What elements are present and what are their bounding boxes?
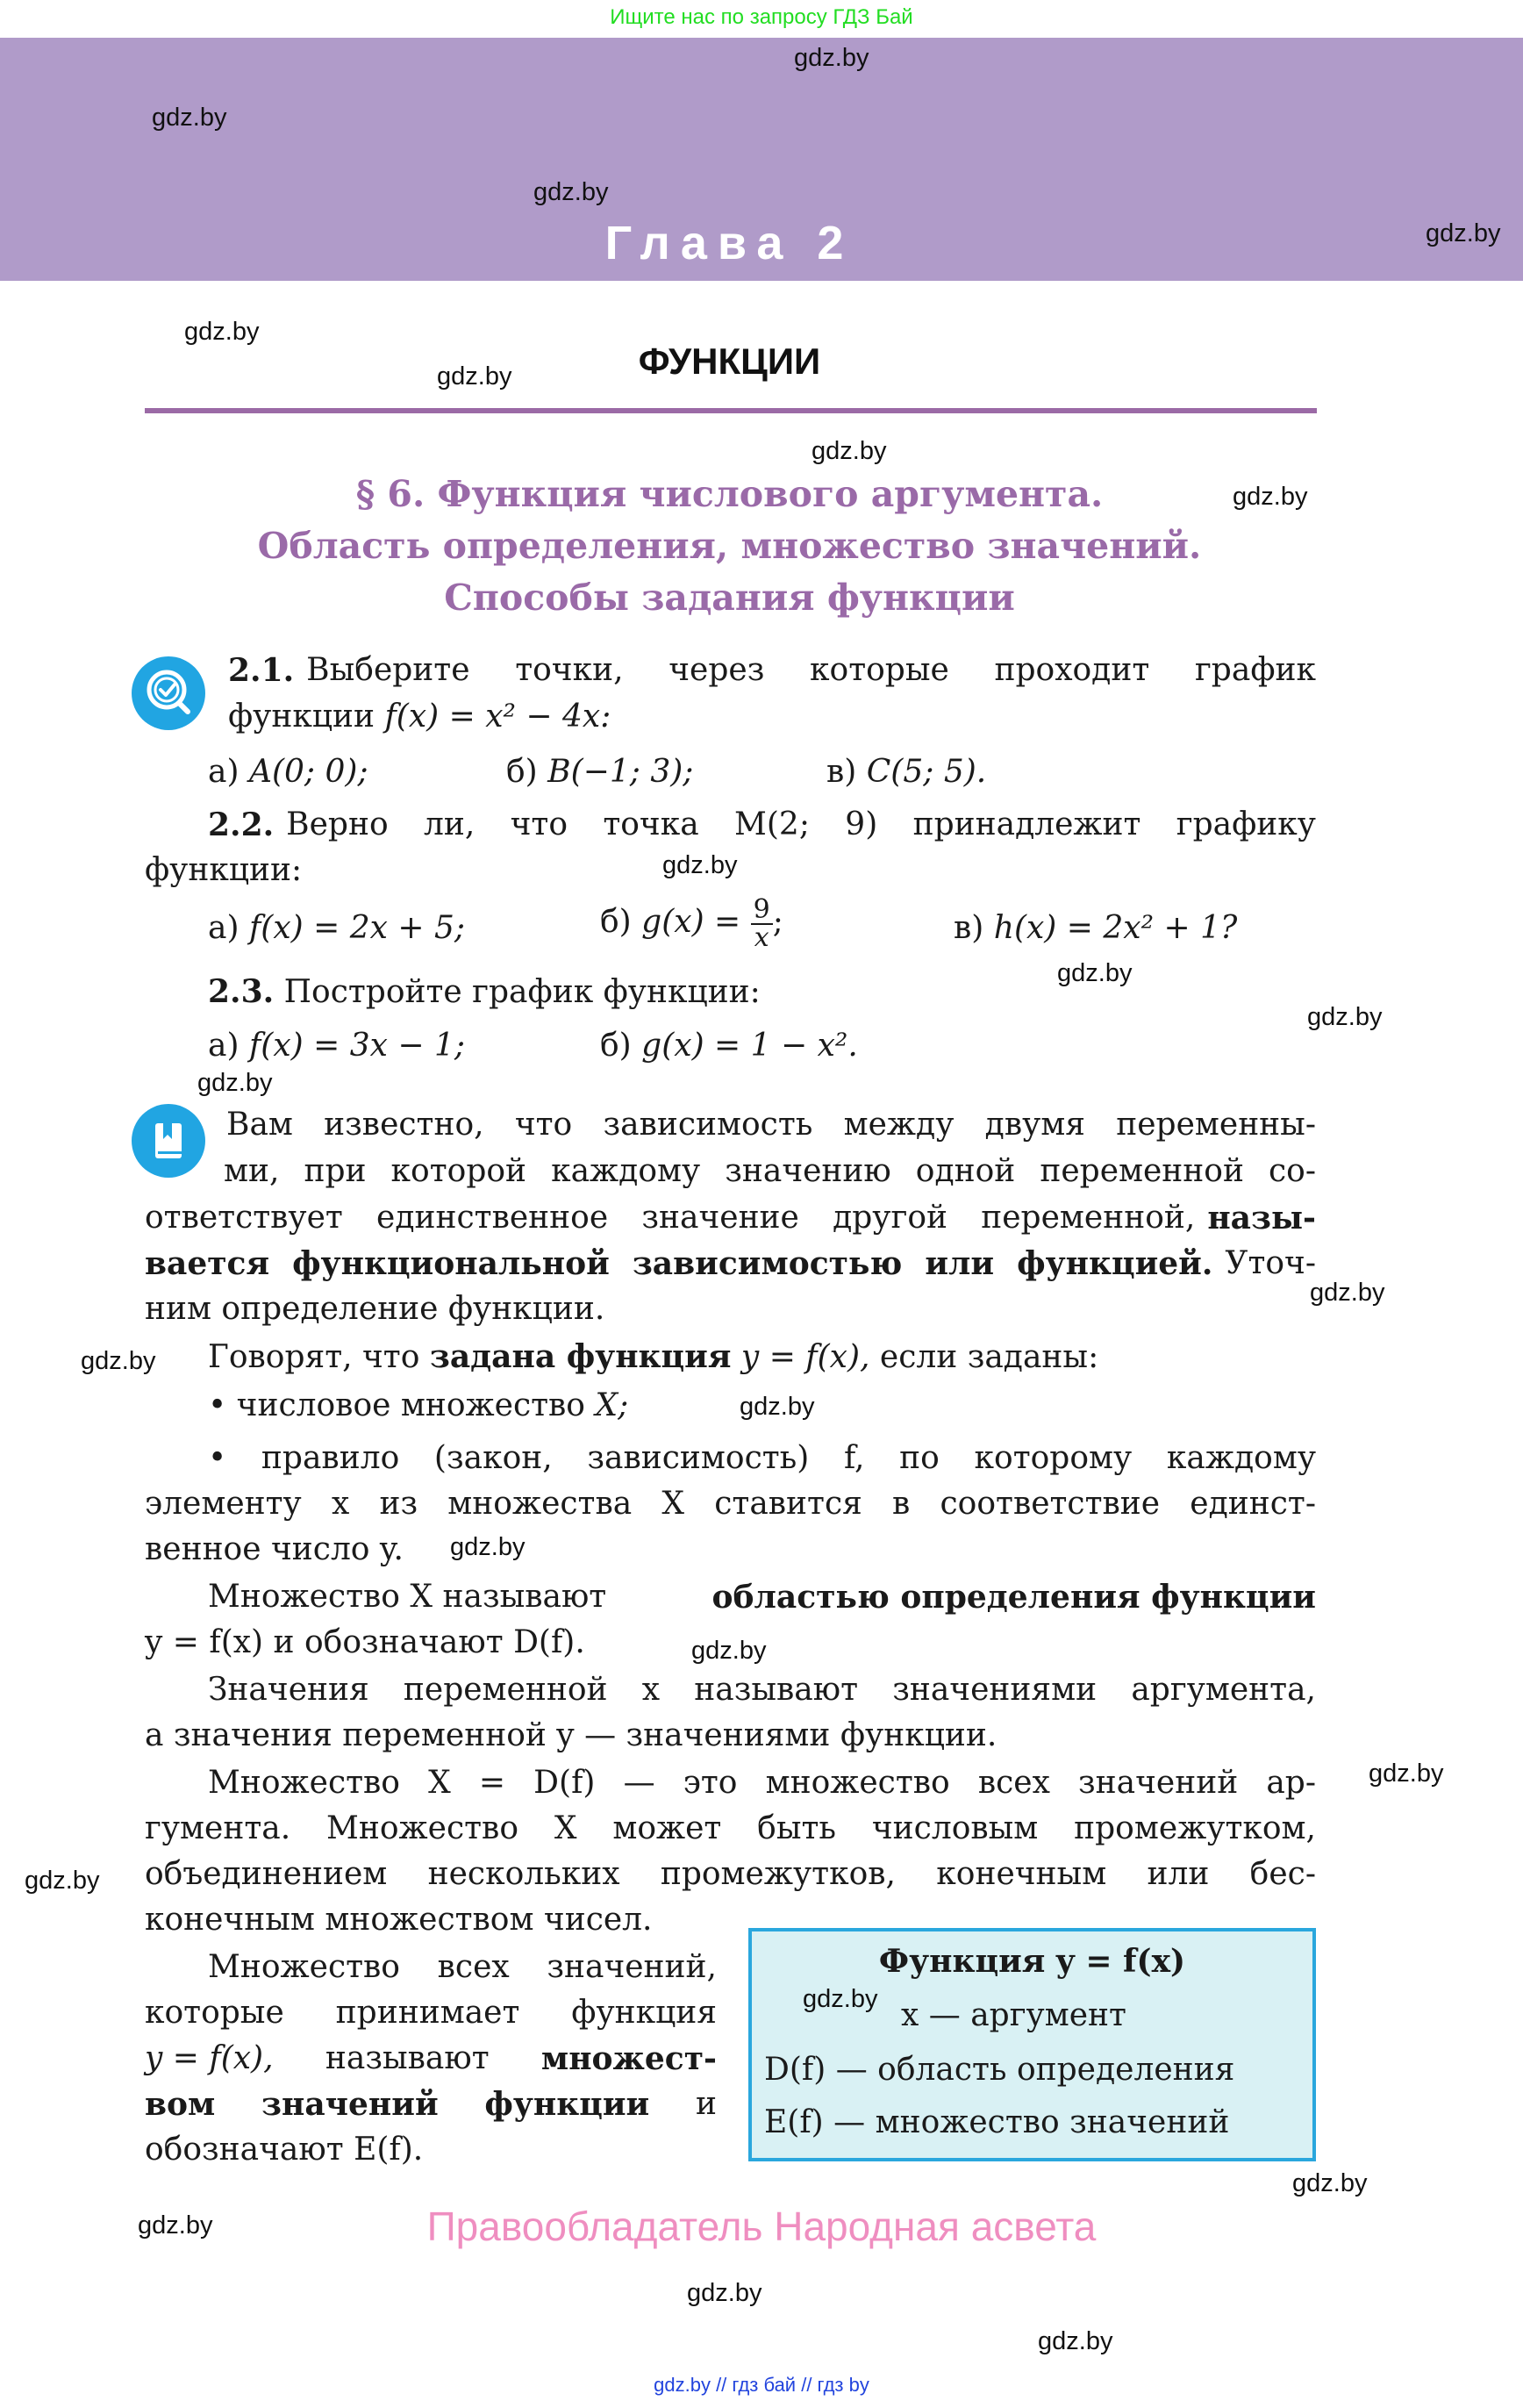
text-span: называют [325,2040,490,2076]
bold-term: назы- [1207,1200,1316,1236]
bullet-2-line-3: венное число y. [145,1531,404,1567]
exercise-text: Постройте график функции: [283,974,761,1010]
watermark: gdz.by [1310,1279,1385,1307]
watermark: gdz.by [184,318,260,346]
watermark: gdz.by [691,1637,767,1665]
bullet-1 [208,1387,628,1425]
watermark: gdz.by [152,104,227,132]
watermark: gdz.by [1057,959,1133,987]
watermark: gdz.by [740,1393,815,1421]
bullet-2-line-1: • правило (закон, зависимость) f, по которому каждому [208,1440,1316,1476]
bold-term: вом [145,2086,216,2123]
theory-p1-line-1: Вам известно, что зависимость между двумя переменны- [226,1107,1316,1143]
watermark: gdz.by [1426,219,1501,247]
option-c: в) C(5; 5). [826,754,987,790]
formula: y = f(x), [740,1339,870,1375]
watermark: gdz.by [450,1533,526,1561]
definition-box [748,1928,1316,2161]
theory-p2 [208,1337,1098,1377]
watermark: gdz.by [812,437,887,465]
formula: X; [595,1387,629,1423]
exercise-2-2-options [208,894,1316,979]
fraction: $\frac{9}{x}$ [751,897,773,951]
watermark: gdz.by [437,362,512,391]
theory-p5-line-4: конечным множеством чисел. [145,1902,653,1938]
paragraph-title-line-2: Область определения, множество значений. [257,525,1202,567]
watermark: gdz.by [25,1867,100,1895]
watermark: gdz.by [1307,1003,1383,1031]
theory-p3-line-2: y = f(x) и обозначают D(f). [145,1624,585,1660]
option-a: а) f(x) = 3x − 1; [208,1028,466,1064]
search-check-icon [132,656,205,730]
watermark: gdz.by [1369,1759,1444,1788]
top-banner[interactable]: Ищите нас по запросу ГДЗ Бай [610,5,913,29]
theory-p4-line-2: а значения переменной y — значениями функции. [145,1717,997,1753]
exercise-2-2-line-1 [208,806,1316,844]
option-a: а) A(0; 0); [208,754,368,790]
text-span: и [695,2086,717,2122]
exercise-text: функции [228,699,375,735]
theory-p6-line-1: Множество всех значений, [208,1949,717,1985]
bold-term: областью определения функции [711,1579,1316,1616]
chapter-title: Глава 2 [604,217,854,269]
text-span: Говорят, что [208,1339,420,1375]
theory-p4-line-1: Значения переменной x называют значениями аргумента, [208,1672,1316,1708]
exercise-text: Верно ли, что точка M(2; 9) принадлежит графику [286,806,1316,842]
option-b: б) B(−1; 3); [506,754,694,790]
theory-p5-line-2: гумента. Множество X может быть числовым промежутком, [145,1810,1316,1846]
watermark: gdz.by [1038,2327,1113,2355]
footer-links[interactable]: gdz.by // гдз бай // гдз by [654,2374,869,2396]
exercise-2-1-line-1 [228,651,1316,690]
text-span: Уточ- [1225,1245,1316,1281]
theory-p6-line-5: обозначают E(f). [145,2132,424,2168]
exercise-2-1-line-2 [228,698,611,736]
box-title: Функция y = f(x) [878,1943,1186,1980]
box-row-argument: x — аргумент [901,1997,1126,2033]
copyright-notice: Правообладатель Народная асвета [426,2204,1097,2249]
watermark: gdz.by [533,178,609,206]
text-span: Множество X называют [208,1579,607,1615]
theory-p1-line-5: ним определение функции. [145,1291,605,1327]
theory-p1-line-2: ми, при которой каждому значению одной переменной со- [224,1153,1316,1189]
bold-term: вается функциональной зависимостью или функцией. [145,1245,1213,1282]
watermark: gdz.by [794,44,869,72]
bold-term: функции [484,2086,650,2123]
box-row-domain: D(f) — область определения [764,2052,1235,2088]
paragraph-title-line-3: Способы задания функции [444,577,1015,619]
box-row-range: E(f) — множество значений [764,2104,1230,2140]
bold-term: множест- [540,2040,717,2077]
formula: y = f(x), [145,2040,274,2076]
book-icon [132,1104,205,1178]
exercise-number: 2.2. [208,806,275,843]
watermark: gdz.by [197,1069,273,1097]
option-b: б) g(x) = $\frac{9}{x}$ ; [600,894,783,953]
section-divider [145,408,1317,413]
watermark: gdz.by [81,1347,156,1375]
watermark: gdz.by [803,1985,878,2013]
watermark: gdz.by [662,851,738,879]
text-span: • числовое множество [208,1387,585,1423]
theory-p6-line-3 [145,2039,717,2078]
section-heading: ФУНКЦИИ [638,340,821,382]
watermark: gdz.by [1233,483,1308,511]
bold-term: задана функция [429,1338,732,1375]
theory-p5-line-1: Множество X = D(f) — это множество всех значений ар- [208,1765,1316,1801]
watermark: gdz.by [138,2211,213,2240]
bullet-2-line-2: элементу x из множества X ставится в соответствие единст- [145,1486,1316,1522]
watermark: gdz.by [1292,2169,1368,2197]
option-b: б) g(x) = 1 − x². [600,1028,858,1064]
exercise-2-2-line-2: функции: [145,852,303,888]
theory-p1-line-3 [145,1199,1316,1237]
theory-p6-line-2: которые принимает функция [145,1995,717,2031]
exercise-text: Выберите точки, через которые проходит график [306,652,1316,688]
bold-term: значений [261,2086,439,2123]
theory-p3-line-1 [208,1578,1316,1616]
exercise-2-3-line-1 [208,972,761,1012]
theory-p6-line-4 [145,2085,717,2124]
exercise-number: 2.3. [208,973,275,1010]
text-span: если заданы: [879,1339,1099,1375]
exercise-number: 2.1. [228,652,295,689]
paragraph-title-line-1: § 6. Функция числового аргумента. [355,473,1104,515]
option-a: а) f(x) = 2x + 5; [208,910,466,946]
theory-p5-line-3: объединением нескольких промежутков, конечным или бес- [145,1856,1316,1892]
option-c: в) h(x) = 2x² + 1? [954,910,1238,946]
text-span: ответствует единственное значение другой переменной, [145,1200,1196,1236]
watermark: gdz.by [687,2279,762,2307]
formula: f(x) = x² − 4x: [384,699,611,735]
theory-p1-line-4 [145,1244,1316,1283]
